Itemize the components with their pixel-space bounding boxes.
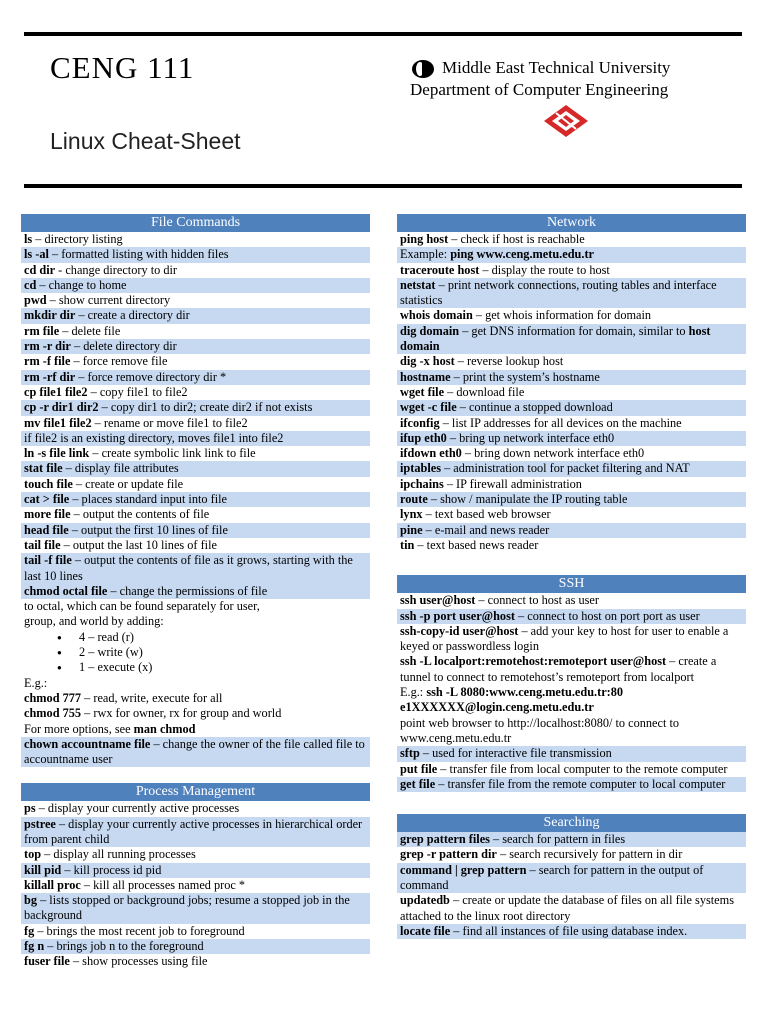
description: – add your key to host for user to enable a keyed or passwordless login	[400, 623, 729, 654]
command: ls	[24, 232, 33, 246]
description: – get whois information for domain	[472, 308, 652, 323]
command: fuser file	[24, 954, 70, 969]
list-item: E.g.: ssh -L 8080:www.ceng.metu.edu.tr:80 e1XXXXXX@login.ceng.metu.edu.tr	[400, 685, 624, 715]
list-item	[21, 461, 370, 476]
list-item	[21, 893, 370, 924]
list-item: ssh -L localport:remotehost:remoteport user@host – create a tunnel to connect to remotehost’s remoteport from localport	[400, 654, 717, 684]
command: whois domain	[400, 308, 473, 323]
university-name: Middle East Technical University	[442, 58, 671, 77]
command: wget file	[400, 384, 445, 399]
command: grep pattern files	[400, 832, 490, 847]
department-logo-icon	[542, 103, 590, 139]
list-item: point web browser to http://localhost:8080/ to connect to www.ceng.metu.edu.tr	[400, 715, 680, 745]
list-item	[397, 507, 746, 522]
list-item	[21, 939, 370, 954]
command: more file	[24, 507, 71, 522]
description: – bring down network interface eth0	[461, 446, 645, 461]
command: touch file	[24, 476, 73, 491]
command: ssh-copy-id user@host	[400, 623, 519, 638]
top-rule	[24, 32, 742, 36]
department-name: Department of Computer Engineering	[410, 80, 669, 99]
command: ifup eth0	[400, 430, 447, 445]
list-item	[21, 878, 370, 893]
command: ping host	[400, 232, 449, 246]
network-section	[397, 214, 746, 553]
description: – e-mail and news reader	[422, 522, 550, 537]
command: head file	[24, 522, 69, 537]
command: host domain	[400, 323, 711, 354]
command: fg n	[24, 939, 45, 954]
list-item	[397, 832, 746, 847]
description: – output the contents of file as it grows, starting with the last 10 lines	[24, 553, 353, 583]
list-item	[397, 263, 746, 278]
description: if file2 is an existing directory, moves file1 into file2	[24, 430, 284, 445]
command: cd	[24, 277, 37, 292]
list-item	[397, 247, 746, 262]
command: kill pid	[24, 862, 62, 877]
command: ls -al	[24, 247, 49, 262]
description: – display your currently active processes	[35, 801, 240, 816]
description: – places standard input into file	[69, 492, 228, 507]
command: rm -rf dir	[24, 369, 76, 384]
list-item	[21, 263, 370, 278]
list-item	[21, 416, 370, 431]
command: cd dir	[24, 262, 56, 277]
list-item	[397, 232, 746, 247]
description: – kill process id pid	[61, 862, 162, 877]
list-item	[397, 624, 746, 655]
command: hostname	[400, 369, 451, 384]
list-item	[21, 863, 370, 878]
command: rm -r dir	[24, 339, 71, 354]
description: – find all instances of file using database index.	[450, 923, 688, 938]
command: pwd	[24, 293, 47, 308]
description: – list IP addresses for all devices on the machine	[439, 415, 682, 430]
left-column	[21, 214, 370, 970]
list-item	[397, 893, 746, 924]
list-item: chown accountname file – change the owner of the file called file to accountname user	[21, 737, 370, 768]
list-item: chmod 755 – rwx for owner, rx for group and world	[24, 706, 282, 721]
command: tail file	[24, 537, 61, 552]
list-item	[21, 293, 370, 308]
description: – output the first 10 lines of file	[68, 522, 228, 537]
command: command | grep pattern	[400, 862, 527, 877]
list-item	[397, 492, 746, 507]
list-item	[21, 370, 370, 385]
description: – bring up network interface eth0	[446, 430, 615, 445]
list-item	[397, 538, 746, 553]
list-item	[397, 308, 746, 323]
list-item	[21, 847, 370, 862]
list-item: chmod 777 – read, write, execute for all	[24, 690, 223, 705]
description: – transfer file from local computer to the remote computer	[437, 761, 728, 776]
command: cat > file	[24, 492, 70, 507]
command: ping www.ceng.metu.edu.tr	[450, 247, 595, 262]
command: dig domain	[400, 323, 460, 338]
command: ipchains	[400, 476, 444, 491]
permission-list	[21, 630, 370, 676]
description: – administration tool for packet filtering and NAT	[441, 461, 690, 476]
description: – output the last 10 lines of file	[60, 537, 217, 552]
list-item	[397, 354, 746, 369]
description: – rename or move file1 to file2	[91, 415, 248, 430]
description: – text based news reader	[414, 537, 539, 552]
description: – connect to host as user	[475, 593, 599, 608]
description: – continue a stopped download	[456, 400, 613, 415]
command: updatedb	[400, 893, 450, 908]
description: – create or update file	[72, 476, 184, 491]
list-item	[397, 762, 746, 777]
list-item	[397, 400, 746, 415]
description: – create or update the database of files on all file systems attached to the linux root directory	[400, 893, 734, 923]
description: – text based web browser	[422, 507, 551, 522]
description: – transfer file from the remote computer to local computer	[435, 776, 726, 791]
description: – lists stopped or background jobs; resume a stopped job in the background	[24, 893, 350, 923]
list-item	[397, 477, 746, 492]
list-item	[397, 416, 746, 431]
section-header: File Commands	[21, 214, 370, 232]
section-header: Searching	[397, 814, 746, 832]
list-item	[397, 777, 746, 792]
description: – display all running processes	[41, 847, 196, 862]
list-item	[397, 370, 746, 385]
description: – search for pattern in files	[489, 832, 626, 847]
list-item	[397, 324, 746, 355]
description: – display file attributes	[62, 461, 179, 476]
list-item	[21, 553, 370, 584]
command: stat file	[24, 461, 63, 476]
list-item	[21, 400, 370, 415]
description: – IP firewall administration	[443, 476, 582, 491]
command: rm file	[24, 323, 60, 338]
description: Example:	[400, 247, 451, 262]
list-item	[21, 385, 370, 400]
command: rm -f file	[24, 354, 71, 369]
list-item: ● 1 – execute (x)	[21, 660, 370, 675]
description: – output the contents of file	[70, 507, 210, 522]
command: wget -c file	[400, 400, 457, 415]
list-item	[21, 232, 370, 247]
command: pine	[400, 522, 423, 537]
command: get file	[400, 776, 436, 791]
list-item: For more options, see man chmod	[24, 721, 196, 736]
command: pstree	[24, 816, 56, 831]
list-item	[21, 324, 370, 339]
list-item	[21, 924, 370, 939]
list-item	[21, 339, 370, 354]
list-item	[397, 609, 746, 624]
description: – connect to host on port port as user	[514, 608, 700, 623]
chmod-line: to octal, which can be found separately for user,	[24, 599, 260, 614]
list-item	[21, 354, 370, 369]
list-item	[21, 538, 370, 553]
list-item	[21, 523, 370, 538]
list-item	[397, 746, 746, 761]
description: – copy dir1 to dir2; create dir2 if not exists	[98, 400, 313, 415]
section-header: Process Management	[21, 783, 370, 801]
file-commands-section	[21, 214, 370, 767]
list-item	[397, 523, 746, 538]
list-item	[21, 492, 370, 507]
list-item	[21, 477, 370, 492]
description: – reverse lookup host	[454, 354, 564, 369]
description: – show / manipulate the IP routing table	[427, 492, 628, 507]
list-item	[21, 954, 370, 969]
list-item	[397, 924, 746, 939]
command: traceroute host	[400, 262, 480, 277]
description: – copy file1 to file2	[87, 384, 188, 399]
command: ssh user@host	[400, 593, 476, 608]
command: ln -s file link	[24, 446, 90, 461]
description: – search for pattern in the output of command	[400, 862, 704, 892]
command: mkdir dir	[24, 308, 76, 323]
section-header: SSH	[397, 575, 746, 593]
command: iptables	[400, 461, 441, 476]
description: – kill all processes named proc *	[80, 877, 246, 892]
description: – search recursively for pattern in dir	[496, 847, 683, 862]
command: bg	[24, 893, 37, 908]
list-item	[397, 278, 746, 309]
list-item: ● 2 – write (w)	[21, 645, 370, 660]
command: ifdown eth0	[400, 446, 462, 461]
description: – create a directory dir	[75, 308, 190, 323]
command: put file	[400, 761, 438, 776]
command: route	[400, 492, 428, 507]
description: – force remove file	[70, 354, 168, 369]
list-item	[397, 446, 746, 461]
command: netstat	[400, 277, 436, 292]
list-item	[21, 431, 370, 446]
list-item	[21, 278, 370, 293]
command: top	[24, 847, 42, 862]
description: – show processes using file	[69, 954, 208, 969]
right-column	[397, 214, 746, 939]
ssh-section	[397, 575, 746, 792]
command: grep -r pattern dir	[400, 847, 497, 862]
searching-section	[397, 814, 746, 939]
command: cp -r dir1 dir2	[24, 400, 99, 415]
sheet-title: Linux Cheat-Sheet	[50, 128, 241, 154]
list-item	[21, 308, 370, 323]
list-item	[21, 817, 370, 848]
command: ifconfig	[400, 415, 440, 430]
description: – check if host is reachable	[448, 232, 585, 246]
header-rule	[24, 184, 742, 188]
command: tail -f file	[24, 553, 72, 568]
description: – delete directory dir	[70, 339, 177, 354]
description: – change the permissions of file	[107, 583, 268, 598]
process-management-section	[21, 783, 370, 969]
command: lynx	[400, 507, 423, 522]
command: fg	[24, 923, 35, 938]
description: – change to home	[36, 277, 127, 292]
list-item	[397, 385, 746, 400]
list-item	[397, 593, 746, 608]
command: locate file	[400, 923, 451, 938]
description: – brings job n to the foreground	[44, 939, 204, 954]
list-item	[21, 801, 370, 816]
list-item: ● 4 – read (r)	[21, 630, 370, 645]
university-block	[410, 57, 670, 101]
description: – used for interactive file transmission	[419, 746, 612, 761]
list-item	[397, 461, 746, 476]
command: killall proc	[24, 877, 81, 892]
chmod-line: group, and world by adding:	[24, 614, 164, 629]
list-item	[21, 247, 370, 262]
section-header: Network	[397, 214, 746, 232]
command: tin	[400, 537, 415, 552]
description: – print the system’s hostname	[450, 369, 600, 384]
list-item	[397, 863, 746, 894]
description: – get DNS information for domain, similar to	[459, 323, 689, 338]
command: sftp	[400, 746, 420, 761]
description: – print network connections, routing tables and interface statistics	[400, 277, 717, 308]
description: - change directory to dir	[55, 262, 177, 277]
list-item	[21, 507, 370, 522]
command: chmod octal file	[24, 583, 108, 598]
command: dig -x host	[400, 354, 455, 369]
description: – display the route to host	[479, 262, 610, 277]
description: – create symbolic link link to file	[89, 446, 256, 461]
list-item	[397, 431, 746, 446]
command: ssh -p port user@host	[400, 608, 515, 623]
command: ps	[24, 801, 36, 816]
description: – download file	[444, 384, 525, 399]
course-title: CENG 111	[50, 50, 195, 85]
description: – delete file	[59, 323, 121, 338]
description: – formatted listing with hidden files	[48, 247, 229, 262]
description: – brings the most recent job to foreground	[34, 923, 245, 938]
list-item	[397, 847, 746, 862]
example-label: E.g.:	[24, 675, 48, 690]
command: mv file1 file2	[24, 415, 92, 430]
command: cp file1 file2	[24, 384, 88, 399]
description: – force remove directory dir *	[75, 369, 227, 384]
description: – directory listing	[32, 232, 123, 246]
list-item	[21, 446, 370, 461]
description: – show current directory	[46, 293, 171, 308]
list-item	[21, 584, 370, 599]
description: – display your currently active processes in hierarchical order from parent child	[24, 816, 363, 846]
